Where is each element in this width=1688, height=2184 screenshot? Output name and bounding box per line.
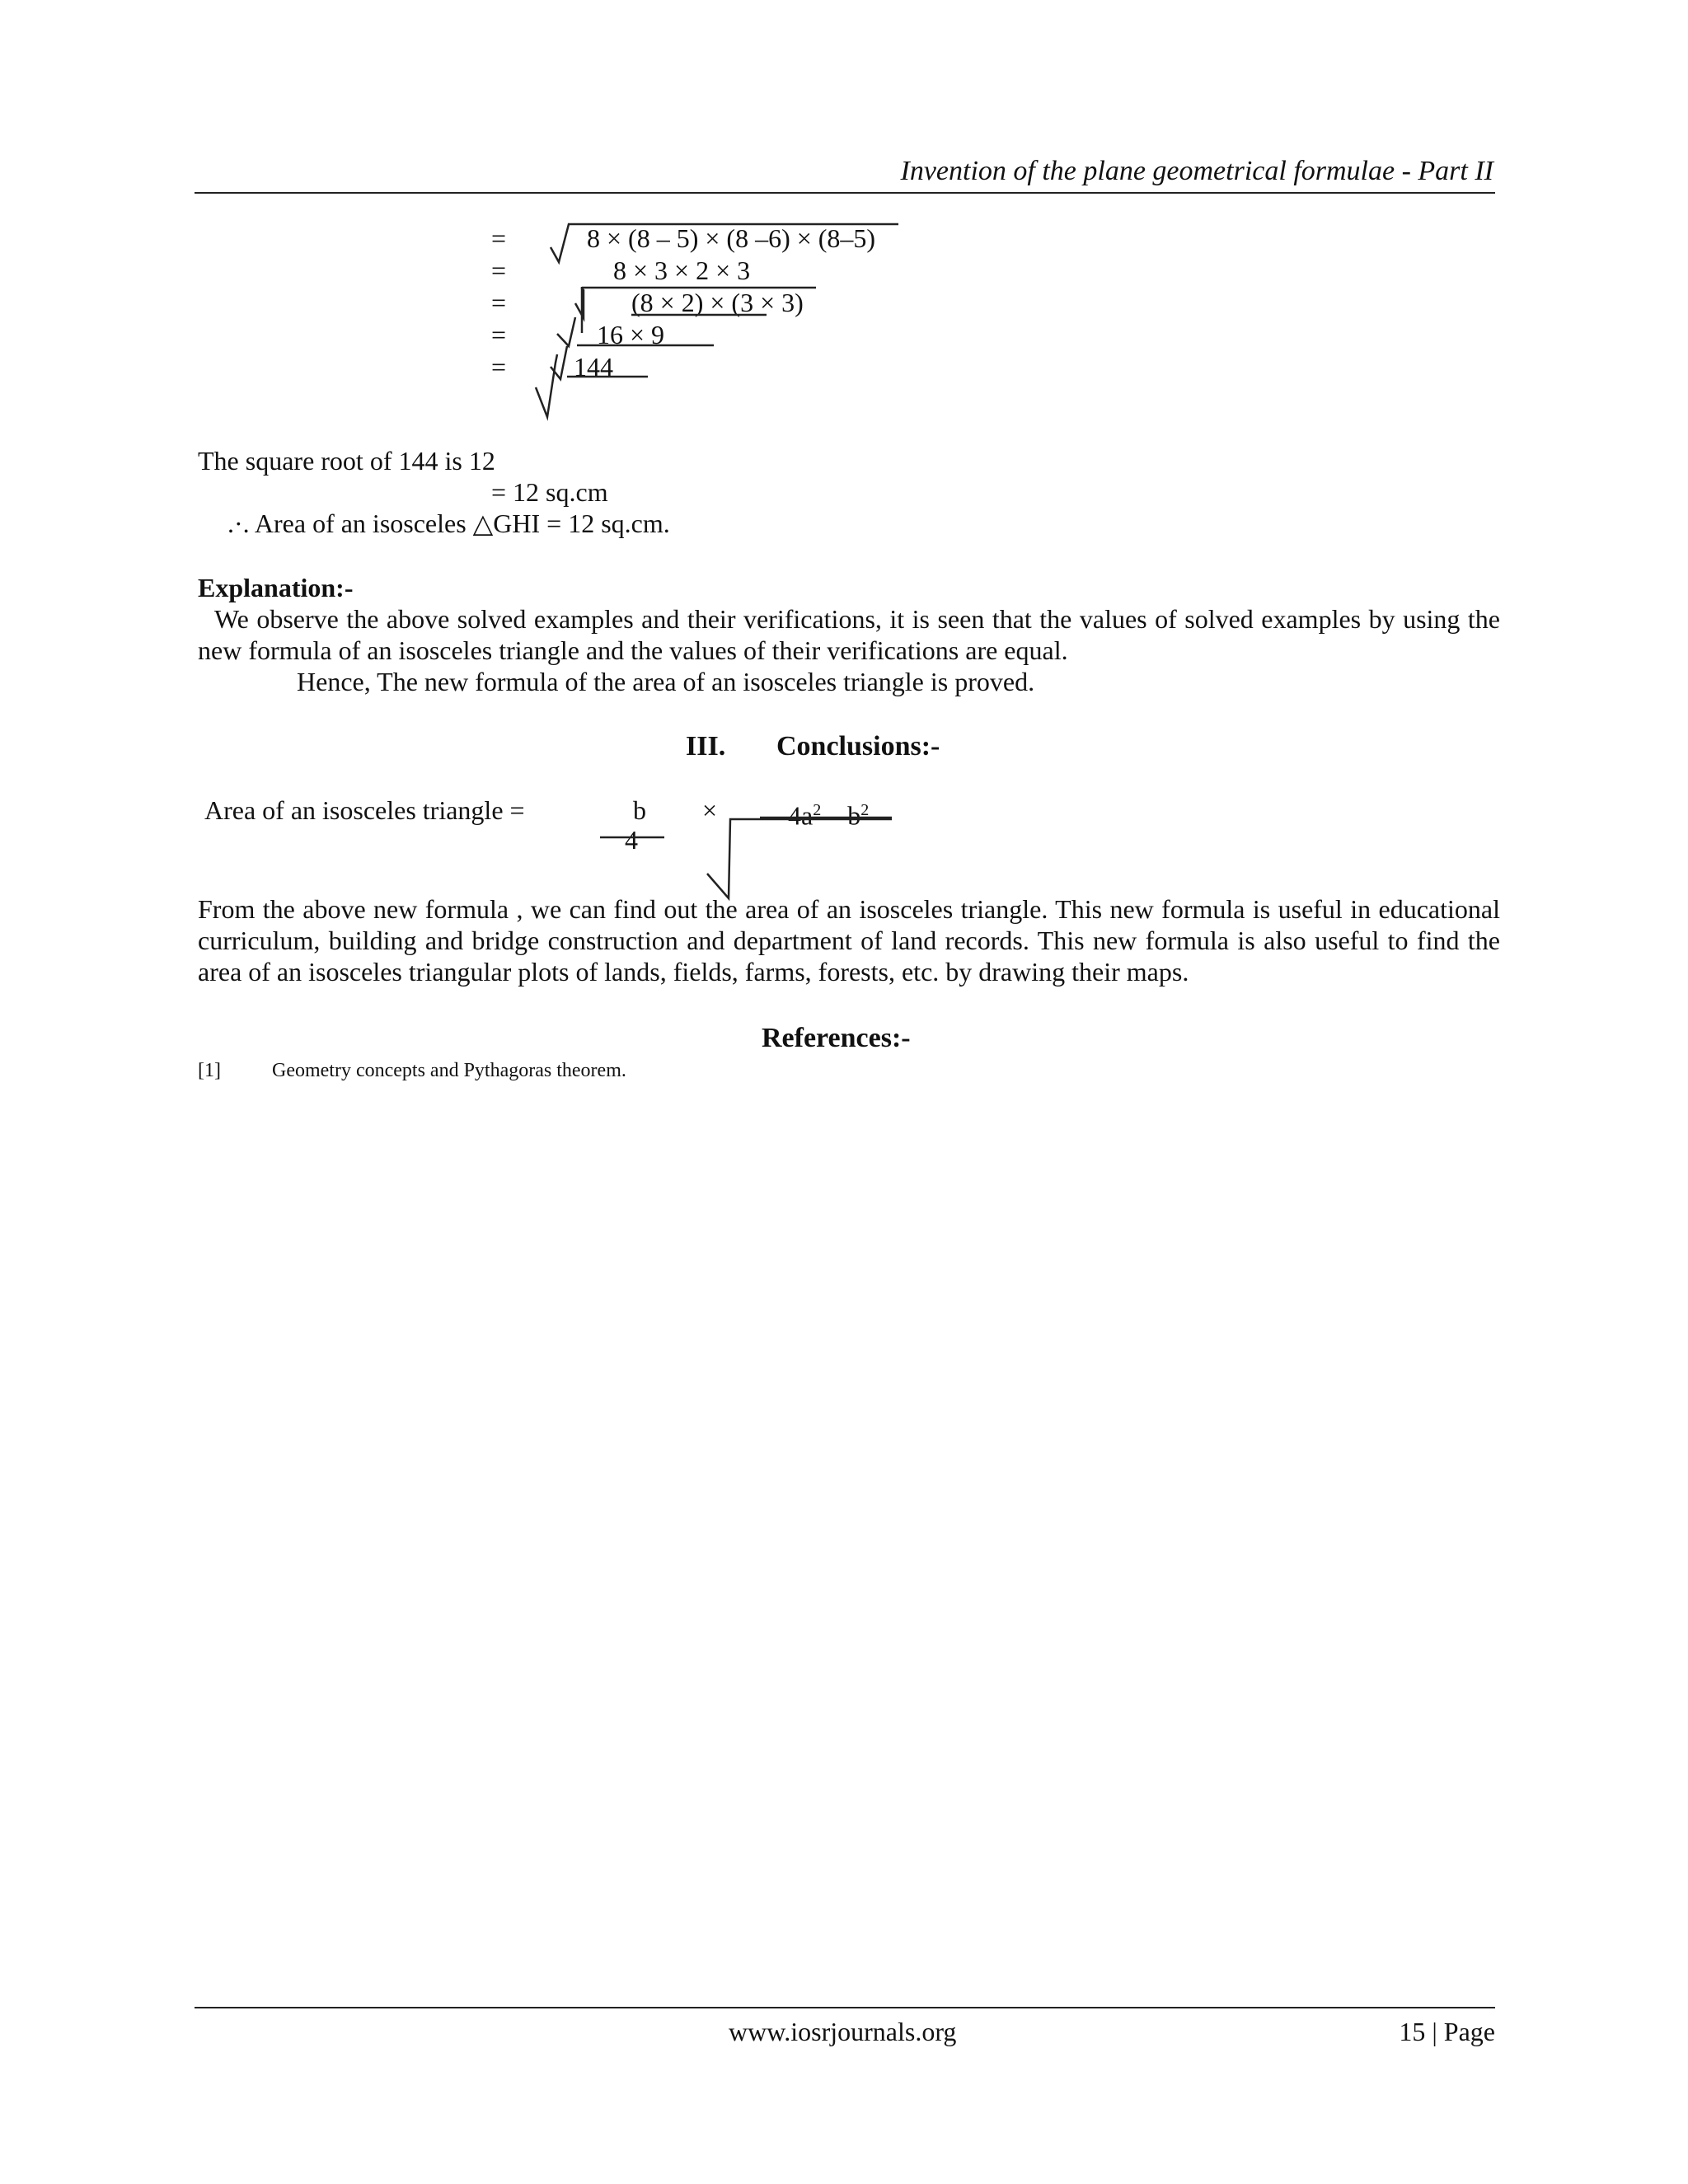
sqrt-sign (707, 819, 892, 898)
formula-label: Area of an isosceles triangle = (204, 795, 525, 825)
calc-expression: (8 × 2) × (3 × 3) (631, 288, 804, 317)
page-number: 15 | Page (1399, 2017, 1495, 2046)
section-number: III. (686, 731, 726, 762)
sqrt-statement: The square root of 144 is 12 (198, 446, 495, 476)
footer-website: www.iosrjournals.org (729, 2017, 957, 2046)
calc-expression: 16 × 9 (597, 320, 665, 349)
equals-sign: = (491, 352, 507, 382)
times-sign: × (702, 795, 718, 825)
explanation-heading: Explanation:- (198, 573, 354, 602)
equals-sign: = (491, 255, 507, 285)
radicand-term: – b (821, 800, 861, 831)
result-line: = 12 sq.cm (491, 477, 608, 507)
calc-expression: 144 (574, 352, 613, 382)
therefore-line: .·. Area of an isosceles △GHI = 12 sq.cm. (227, 509, 670, 538)
references-heading: References:- (762, 1023, 911, 1053)
calc-expression: 8 × (8 – 5) × (8 –6) × (8–5) (587, 223, 876, 253)
section-title: Conclusions:- (776, 731, 940, 762)
radicand-term: 4a (788, 800, 814, 831)
reference-number: [1] (198, 1060, 221, 1081)
exponent: 2 (813, 801, 822, 819)
conclusion-sentence: Hence, The new formula of the area of an isosceles triangle is proved. (297, 667, 1035, 696)
formula-denominator: 4 (625, 825, 638, 855)
reference-text: Geometry concepts and Pythagoras theorem. (272, 1060, 626, 1081)
conclusions-paragraph: From the above new formula , we can find out the area of an isosceles triangle. This new formula is useful in educational curriculum, building and bridge construction and department of land records. This new formula is also useful to find the area of an isosceles triangular plots of lands, fields, farms, forests, etc. by drawing their maps. (198, 894, 1500, 987)
formula-numerator: b (633, 795, 646, 825)
equals-sign: = (491, 223, 507, 253)
equals-sign: = (491, 288, 507, 317)
equals-sign: = (491, 320, 507, 349)
explanation-paragraph: We observe the above solved examples and their verifications, it is seen that the values of solved examples by using the new formula of an isosceles triangle and the values of their verifications are equal. (198, 604, 1500, 665)
running-title: Invention of the plane geometrical formulae - Part II (900, 156, 1493, 186)
exponent: 2 (860, 801, 870, 819)
calc-expression: 8 × 3 × 2 × 3 (613, 255, 751, 285)
footer-rule (195, 2007, 1495, 2008)
